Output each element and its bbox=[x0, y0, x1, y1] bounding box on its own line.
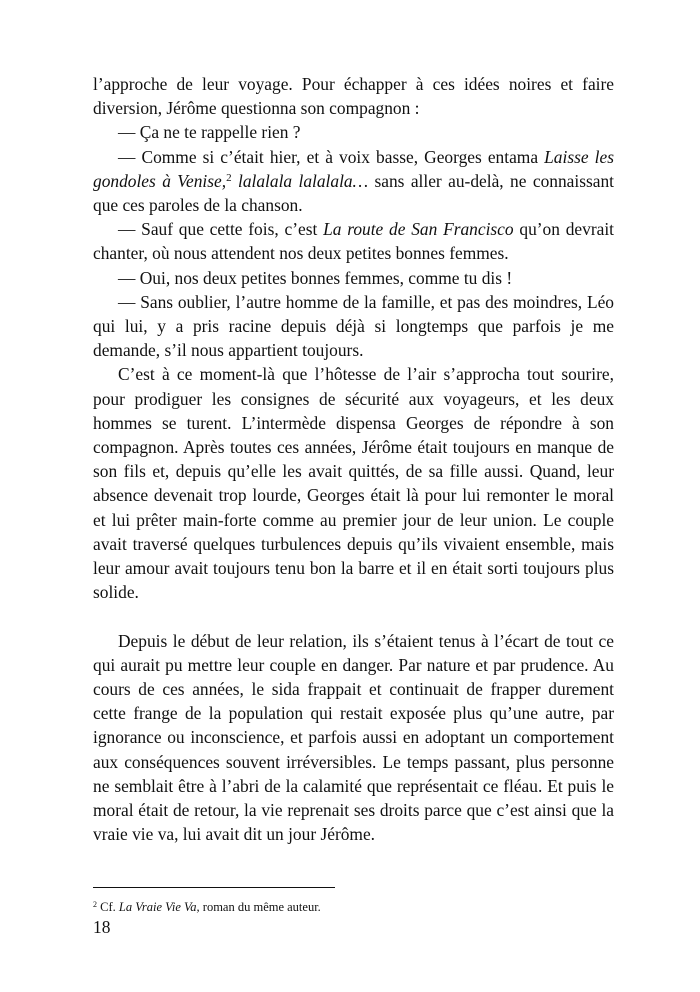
footnote-reference: 2 bbox=[226, 171, 232, 184]
dialogue-line: — Comme si c’était hier, et à voix basse, Georges entama Laisse les gondoles à Venise,$^2$ lalalala lalalala… sans aller au-delà, ne connaissant que ces paroles de la chanson. bbox=[93, 146, 614, 216]
footnote: $^2$ Cf. La Vraie Vie Va, roman du même auteur. bbox=[93, 900, 321, 914]
paragraph-continuation: l’approche de leur voyage. Pour échapper à ces idées noires et faire diversion, Jérôme questionna son compagnon : bbox=[93, 74, 614, 119]
song-title: Laisse les gondoles à Venise, bbox=[93, 146, 614, 191]
dialogue-line: — Sans oublier, l’autre homme de la famille, et pas des moindres, Léo qui lui, y a pris racine depuis déjà si longtemps que parfois je me demande, s’il nous appartient toujours. bbox=[93, 291, 614, 361]
song-lyrics: lalalala lalalala… bbox=[237, 170, 369, 191]
footnote-rule bbox=[93, 887, 335, 888]
footnote-marker: 2 bbox=[93, 900, 97, 909]
body-text bbox=[93, 72, 614, 846]
footnote-book-title: La Vraie Vie Va, bbox=[118, 900, 200, 914]
paragraph: Depuis le début de leur relation, ils s’étaient tenus à l’écart de tout ce qui aurait pu mettre leur couple en danger. Par nature et par prudence. Au cours de ces années, le sida frappait et continuait de frapper durement cette frange de la population qui restait exposée plus qu’une autre, par ignorance ou inconscience, et parfois aussi en adoptant un comportement aux conséquences souvent irréversibles. Le temps passant, plus personne ne semblait être à l’abri de la calamité que représentait ce fléau. Et puis le moral était de retour, la vie reprenait ses droits parce que c’est ainsi que la vraie vie va, lui avait dit un jour Jérôme. bbox=[93, 630, 614, 845]
dialogue-line: — Oui, nos deux petites bonnes femmes, comme tu dis ! bbox=[118, 267, 513, 288]
song-title: La route de San Francisco bbox=[323, 219, 514, 240]
dialogue-line: — Sauf que cette fois, c’est La route de San Francisco qu’on devrait chanter, où nous attendent nos deux petites bonnes femmes. bbox=[93, 219, 615, 264]
paragraph: C’est à ce moment-là que l’hôtesse de l’air s’approcha tout sourire, pour prodiguer les consignes de sécurité aux voyageurs, et les deux hommes se turent. L’intermède dispensa Georges de répondre à son compagnon. Après toutes ces années, Jérôme était toujours en manque de son fils et, depuis qu’elle les avait quittés, de sa fille aussi. Quand, leur absence devenait trop lourde, Georges était là pour lui remonter le moral et lui prêter main-forte comme au premier jour de leur union. Le couple avait traversé quelques turbulences depuis qu’ils vivaient ensemble, mais leur amour avait toujours tenu bon la barre et il en était sorti toujours plus solide. bbox=[93, 364, 614, 603]
dialogue-line: — Ça ne te rappelle rien ? bbox=[118, 122, 301, 143]
page-number: 18 bbox=[93, 917, 111, 937]
